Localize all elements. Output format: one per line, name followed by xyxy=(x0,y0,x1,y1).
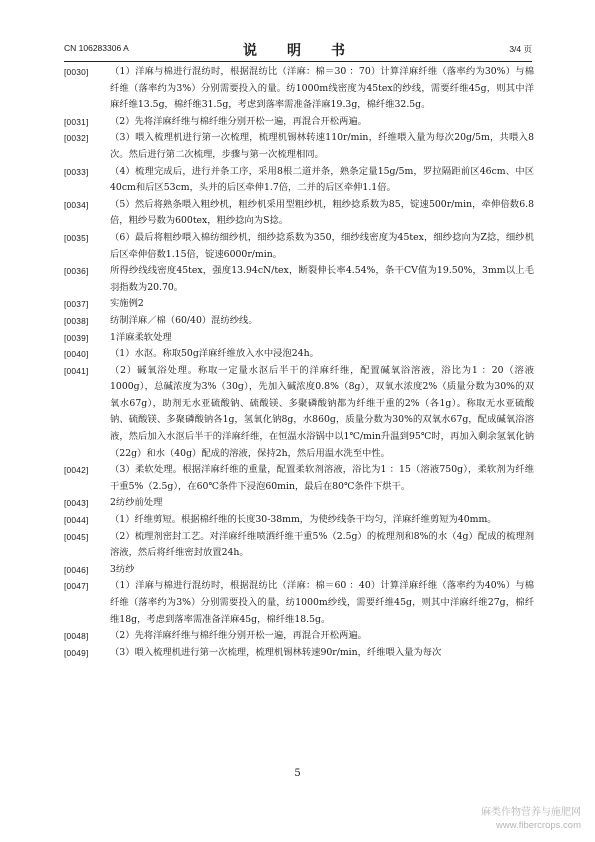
paragraph-number: [0040] xyxy=(64,349,89,360)
paragraph-number: [0031] xyxy=(64,116,89,127)
page-header xyxy=(64,40,532,58)
page-number: 5 xyxy=(294,768,301,779)
paragraph-text: （5）然后将熟条喂入粗纱机，粗纱机采用型粗纱机，粗纱捻系数为85，锭速500r/min，牵伸倍数6.8倍，粗纱号数为600tex，粗纱捻向为S捻。 xyxy=(110,198,534,227)
paragraph xyxy=(64,462,534,495)
document-title: 说 明 书 xyxy=(243,43,353,59)
paragraph-text: （4）梳理完成后，进行并条工序，采用8根二道并条，熟条定量15g/5m，罗拉隔距前区46cm、中区40cm和后区53cm，头并的后区牵伸1.7倍，二并的后区牵伸1.1倍。 xyxy=(110,165,534,194)
paragraph xyxy=(64,645,534,662)
header-divider xyxy=(64,61,532,62)
paragraph-number: [0032] xyxy=(64,133,89,144)
paragraph xyxy=(64,578,534,628)
paragraph-text: 所得纱线线密度45tex，强度13.94cN/tex，断裂伸长率4.54%，条干CV值为19.50%，3mm以上毛羽指数为20.70。 xyxy=(110,265,534,293)
paragraph-text: （1）水沤。称取50g洋麻纤维放入水中浸泡24h。 xyxy=(110,348,319,360)
paragraph-text: （2）先将洋麻纤维与棉纤维分别开松一遍，再混合开松两遍。 xyxy=(110,630,367,642)
paragraph xyxy=(64,114,534,131)
paragraph-text: 3纺纱 xyxy=(110,563,135,575)
paragraph-number: [0034] xyxy=(64,199,89,210)
paragraph-number: [0045] xyxy=(64,531,89,542)
paragraph-text: 2纺纱前处理 xyxy=(110,497,163,509)
paragraph xyxy=(64,313,534,330)
paragraph-text: （1）洋麻与棉进行混纺时，根据混纺比（洋麻：棉＝30 ：70）计算洋麻纤维（落率约为30%）与棉纤维（落率约为3%）分别需要投入的量。纺1000m线密度为45tex的纱线，需要纤维45g，则其中洋麻纤维13.5g，棉纤维31.5g，考虑到落率需准备洋麻19.3g，棉纤维32.5g。 xyxy=(110,66,534,111)
paragraph-number: [0043] xyxy=(64,498,89,509)
paragraph xyxy=(64,363,534,463)
paragraph-number: [0030] xyxy=(64,67,89,77)
paragraph-text: 1洋麻柔软处理 xyxy=(110,331,172,343)
paragraph xyxy=(64,130,534,163)
page-indicator: 3/4 页 xyxy=(509,44,532,54)
paragraph-text: （3）喂入梳理机进行第一次梳理，梳理机锡林转速90r/min，纤维喂入量为每次 xyxy=(110,646,442,658)
paragraph xyxy=(64,230,534,263)
watermark-url: www.fibercrops.com xyxy=(496,820,581,831)
paragraph-number: [0047] xyxy=(64,581,89,592)
paragraph-text: （6）最后将粗纱喂入棉纺细纱机，细纱捻系数为350，细纱线密度为45tex，细纱捻向为Z捻，细纱机后区牵伸倍数1.15倍，锭速6000r/min。 xyxy=(110,231,534,260)
paragraph-number: [0041] xyxy=(64,365,89,376)
paragraph-text: （1）纤维剪短。根据棉纤维的长度30-38mm，为使纱线条干均匀，洋麻纤维剪短为40mm。 xyxy=(110,514,497,526)
paragraph xyxy=(64,263,534,296)
paragraph xyxy=(64,64,534,114)
paragraph-text: （3）喂入梳理机进行第一次梳理，梳理机锡林转速110r/min，纤维喂入量为每次20g/5m，共喂入8次。然后进行第二次梳理，步骤与第一次梳理相同。 xyxy=(110,132,534,160)
paragraph-text: （2）先将洋麻纤维与棉纤维分别开松一遍，再混合开松两遍。 xyxy=(110,115,367,127)
paragraph-text: （2）梳理剂密封工艺。对洋麻纤维喷洒纤维干重5%（2.5g）的梳理剂和8%的水（4g）配成的梳理剂溶液，然后将纤维密封放置24h。 xyxy=(110,530,534,559)
paragraph xyxy=(64,529,534,562)
paragraph xyxy=(64,197,534,230)
paragraph-number: [0044] xyxy=(64,515,89,526)
paragraph xyxy=(64,495,534,512)
paragraph-number: [0042] xyxy=(64,465,89,476)
paragraph-number: [0048] xyxy=(64,631,89,642)
paragraph-text: （3）柔软处理。根据洋麻纤维的重量，配置柔软剂溶液，浴比为1 ：15（溶液750g），柔软剂为纤维干重5%（2.5g），在60℃条件下浸泡60min，最后在80℃条件下烘干。 xyxy=(110,464,534,492)
paragraph xyxy=(64,346,534,363)
document-body xyxy=(64,64,534,661)
paragraph xyxy=(64,330,534,347)
paragraph-number: [0036] xyxy=(64,266,89,277)
paragraph xyxy=(64,296,534,313)
paragraph-number: [0037] xyxy=(64,299,89,310)
paragraph xyxy=(64,164,534,197)
paragraph-text: （2）碱氧浴处理。称取一定量水沤后半干的洋麻纤维，配置碱氧浴溶液，浴比为1 ：20（溶液1000g），总碱浓度为3%（30g），先加入碱浓度0.8%（8g），双氧水浓度2%（质量分数为30%的双氧水67g），助剂无水亚硫酸钠、硫酸镁、多聚磷酸钠都为纤维干重的2%（各1g）。称取无水亚硫酸钠、硫酸镁、多聚磷酸钠各1g，氢氧化钠8g，水860g，质量分数为30%的双氧水67g，配成碱氧浴溶液，然后加入水沤后半干的洋麻纤维，在恒温水浴锅中以1℃/min升温到95℃时，再加入剩余氢氧化钠（22g）和水（40g）配成的溶液，保持2h，然后用温水洗至中性。 xyxy=(110,364,534,459)
paragraph-number: [0046] xyxy=(64,564,89,575)
paragraph-text: （1）洋麻与棉进行混纺时，根据混纺比（洋麻：棉＝60 ：40）计算洋麻纤维（落率约为40%）与棉纤维（落率约为3%）分别需要投入的量，纺1000m纱线，需要纤维45g，则其中洋麻纤维27g，棉纤维18g，考虑到落率需准备洋麻45g，棉纤维18.5g。 xyxy=(110,580,534,625)
paragraph-text: 纺制洋麻／棉（60/40）混纺纱线。 xyxy=(110,314,258,326)
paragraph xyxy=(64,562,534,579)
watermark xyxy=(481,806,581,832)
paragraph-number: [0035] xyxy=(64,232,89,243)
paragraph-number: [0039] xyxy=(64,332,89,343)
paragraph-text: 实施例2 xyxy=(110,298,144,310)
paragraph-number: [0049] xyxy=(64,647,89,658)
paragraph xyxy=(64,512,534,529)
paragraph xyxy=(64,628,534,645)
watermark-site-name: 麻类作物营养与施肥网 xyxy=(481,807,581,818)
patent-number: CN 106283306 A xyxy=(64,43,129,53)
paragraph-number: [0038] xyxy=(64,315,89,326)
paragraph-number: [0033] xyxy=(64,166,89,177)
